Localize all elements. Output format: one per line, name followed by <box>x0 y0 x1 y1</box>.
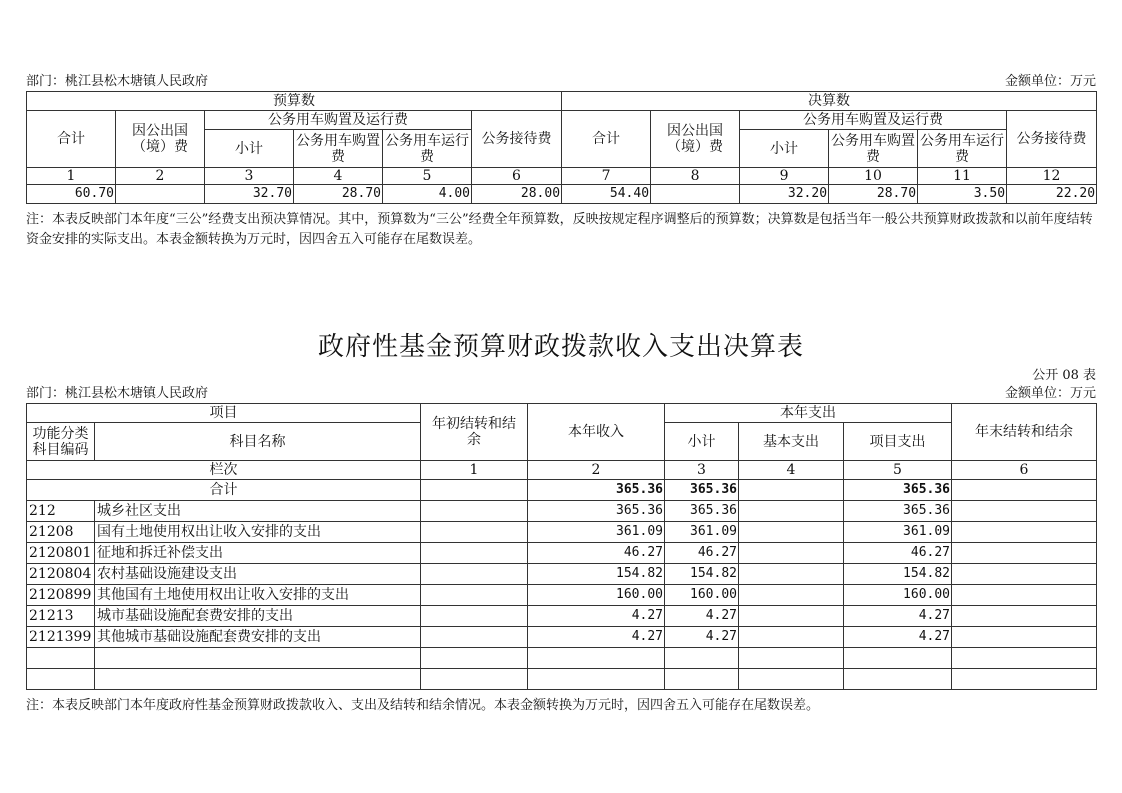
project-expenditure-cell: 4.27 <box>844 606 952 627</box>
begin-balance-cell <box>421 606 528 627</box>
table-row <box>27 585 1097 606</box>
func-code-cell: 21208 <box>27 522 95 543</box>
func-code-cell: 2121399 <box>27 627 95 648</box>
func-code-cell: 21213 <box>27 606 95 627</box>
table2-note: 注：本表反映部门本年度政府性基金预算财政拨款收入、支出及结转和结余情况。本表金额转换为万元时，因四舍五入可能存在尾数误差。 <box>26 698 820 713</box>
subject-name-cell: 农村基础设施建设支出 <box>95 564 421 585</box>
project-expenditure-cell: 160.00 <box>844 585 952 606</box>
column-number: 2 <box>116 168 205 185</box>
project-expenditure-cell <box>844 669 952 690</box>
column-number: 3 <box>205 168 294 185</box>
subject-name-cell: 城乡社区支出 <box>95 501 421 522</box>
header-column-label: 栏次 <box>27 461 421 480</box>
table2-unit: 金额单位：万元 <box>1004 386 1096 401</box>
column-number: 5 <box>844 461 952 480</box>
column-number: 6 <box>952 461 1097 480</box>
header-abroad: 因公出国（境）费 <box>116 111 205 168</box>
expenditure-subtotal-cell: 4.27 <box>665 606 739 627</box>
budget-vehicle-purchase-value: 28.70 <box>294 185 383 204</box>
income-cell: 4.27 <box>528 627 665 648</box>
header-item: 项目 <box>27 404 421 423</box>
header-subject-name: 科目名称 <box>95 423 421 461</box>
func-code-cell: 2120801 <box>27 543 95 564</box>
column-number: 6 <box>472 168 562 185</box>
table1-note: 注：本表反映部门本年度“三公”经费支出预决算情况。其中，预算数为“三公”经费全年预算数，反映按规定程序调整后的预算数；决算数是包括当年一般公共预算财政拨款和以前年度结转资金安排的实际支出。本表金额转换为万元时，因四舍五入可能存在尾数误差。 <box>26 212 1093 247</box>
table1-department: 部门：桃江县松木塘镇人民政府 <box>26 74 209 89</box>
income-cell: 154.82 <box>528 564 665 585</box>
expenditure-subtotal-cell <box>665 648 739 669</box>
expenditure-subtotal-cell: 160.00 <box>665 585 739 606</box>
basic-expenditure-cell <box>739 543 844 564</box>
end-balance-cell <box>952 669 1097 690</box>
end-balance-cell <box>952 522 1097 543</box>
project-expenditure-cell: 365.36 <box>844 501 952 522</box>
subject-name-cell: 其他国有土地使用权出让收入安排的支出 <box>95 585 421 606</box>
header-income: 本年收入 <box>528 404 665 461</box>
func-code-cell <box>27 648 95 669</box>
func-code-cell <box>27 669 95 690</box>
header-begin-balance: 年初结转和结余 <box>421 404 528 461</box>
header-vehicle-purchase: 公务用车购置费 <box>829 130 918 168</box>
subject-name-cell: 其他城市基础设施配套费安排的支出 <box>95 627 421 648</box>
basic-expenditure-cell <box>739 606 844 627</box>
table-row <box>27 606 1097 627</box>
basic-expenditure-cell <box>739 564 844 585</box>
begin-balance-cell <box>421 585 528 606</box>
income-cell: 160.00 <box>528 585 665 606</box>
header-subtotal: 小计 <box>740 130 829 168</box>
basic-expenditure-cell <box>739 501 844 522</box>
begin-balance-cell <box>421 501 528 522</box>
column-number: 5 <box>383 168 472 185</box>
end-balance-cell <box>952 606 1097 627</box>
project-expenditure-cell: 361.09 <box>844 522 952 543</box>
begin-balance-cell <box>421 669 528 690</box>
begin-balance-cell <box>421 522 528 543</box>
table-row <box>27 669 1097 690</box>
income-cell <box>528 648 665 669</box>
basic-expenditure-cell <box>739 522 844 543</box>
budget-vehicle-subtotal-value: 32.70 <box>205 185 294 204</box>
basic-expenditure-cell <box>739 648 844 669</box>
project-expenditure-cell: 46.27 <box>844 543 952 564</box>
header-total: 合计 <box>27 111 116 168</box>
header-abroad: 因公出国（境）费 <box>651 111 740 168</box>
final-vehicle-subtotal-value: 32.20 <box>740 185 829 204</box>
expenditure-subtotal-cell: 365.36 <box>665 501 739 522</box>
header-vehicle-purchase: 公务用车购置费 <box>294 130 383 168</box>
begin-balance-cell <box>421 564 528 585</box>
header-total: 合计 <box>562 111 651 168</box>
project-expenditure-cell <box>844 648 952 669</box>
func-code-cell: 2120899 <box>27 585 95 606</box>
total-row <box>27 480 1097 501</box>
table-row <box>27 501 1097 522</box>
table-row <box>27 648 1097 669</box>
end-balance-cell <box>952 543 1097 564</box>
subject-name-cell: 征地和拆迁补偿支出 <box>95 543 421 564</box>
table2-department: 部门：桃江县松木塘镇人民政府 <box>26 386 209 401</box>
income-cell: 361.09 <box>528 522 665 543</box>
table1-unit: 金额单位：万元 <box>1004 74 1096 89</box>
column-number-row <box>27 168 1097 185</box>
expenditure-subtotal-cell: 154.82 <box>665 564 739 585</box>
begin-balance-cell <box>421 627 528 648</box>
header-vehicle-operation: 公务用车运行费 <box>918 130 1007 168</box>
final-header: 决算数 <box>562 92 1097 111</box>
total-project: 365.36 <box>844 480 952 501</box>
func-code-cell: 2120804 <box>27 564 95 585</box>
budget-abroad-value <box>116 185 205 204</box>
column-number: 3 <box>665 461 739 480</box>
table-row <box>27 185 1097 204</box>
header-vehicle-group: 公务用车购置及运行费 <box>740 111 1007 130</box>
basic-expenditure-cell <box>739 669 844 690</box>
subject-name-cell: 国有土地使用权出让收入安排的支出 <box>95 522 421 543</box>
table-row <box>27 543 1097 564</box>
header-reception: 公务接待费 <box>1007 111 1097 168</box>
begin-balance-cell <box>421 648 528 669</box>
total-basic <box>739 480 844 501</box>
project-expenditure-cell: 4.27 <box>844 627 952 648</box>
column-number-row <box>27 461 1097 480</box>
final-vehicle-operation-value: 3.50 <box>918 185 1007 204</box>
column-number: 1 <box>27 168 116 185</box>
expenditure-subtotal-cell <box>665 669 739 690</box>
column-number: 4 <box>294 168 383 185</box>
table-row <box>27 564 1097 585</box>
total-income: 365.36 <box>528 480 665 501</box>
subject-name-cell: 城市基础设施配套费安排的支出 <box>95 606 421 627</box>
final-reception-value: 22.20 <box>1007 185 1097 204</box>
column-number: 9 <box>740 168 829 185</box>
header-vehicle-group: 公务用车购置及运行费 <box>205 111 472 130</box>
table-row <box>27 522 1097 543</box>
header-reception: 公务接待费 <box>472 111 562 168</box>
total-subtotal: 365.36 <box>665 480 739 501</box>
column-number: 1 <box>421 461 528 480</box>
header-func-code: 功能分类科目编码 <box>27 423 95 461</box>
header-project: 项目支出 <box>844 423 952 461</box>
header-vehicle-operation: 公务用车运行费 <box>383 130 472 168</box>
expenditure-subtotal-cell: 46.27 <box>665 543 739 564</box>
column-number: 7 <box>562 168 651 185</box>
basic-expenditure-cell <box>739 585 844 606</box>
final-abroad-value <box>651 185 740 204</box>
expenditure-subtotal-cell: 4.27 <box>665 627 739 648</box>
income-cell: 46.27 <box>528 543 665 564</box>
header-subtotal: 小计 <box>205 130 294 168</box>
header-expenditure: 本年支出 <box>665 404 952 423</box>
end-balance-cell <box>952 564 1097 585</box>
budget-vehicle-operation-value: 4.00 <box>383 185 472 204</box>
func-code-cell: 212 <box>27 501 95 522</box>
income-cell <box>528 669 665 690</box>
column-number: 10 <box>829 168 918 185</box>
header-end-balance: 年末结转和结余 <box>952 404 1097 461</box>
table-row <box>27 627 1097 648</box>
column-number: 11 <box>918 168 1007 185</box>
end-balance-cell <box>952 648 1097 669</box>
project-expenditure-cell: 154.82 <box>844 564 952 585</box>
total-label: 合计 <box>27 480 421 501</box>
total-end <box>952 480 1097 501</box>
header-subtotal: 小计 <box>665 423 739 461</box>
subject-name-cell <box>95 669 421 690</box>
budget-reception-value: 28.00 <box>472 185 562 204</box>
column-number: 12 <box>1007 168 1097 185</box>
income-cell: 4.27 <box>528 606 665 627</box>
subject-name-cell <box>95 648 421 669</box>
budget-header: 预算数 <box>27 92 562 111</box>
three-public-expense-table <box>26 91 1097 204</box>
income-cell: 365.36 <box>528 501 665 522</box>
column-number: 4 <box>739 461 844 480</box>
expenditure-subtotal-cell: 361.09 <box>665 522 739 543</box>
form-number: 公开 08 表 <box>1032 368 1096 383</box>
fund-rows <box>27 501 1097 690</box>
column-number: 2 <box>528 461 665 480</box>
begin-balance-cell <box>421 543 528 564</box>
end-balance-cell <box>952 585 1097 606</box>
basic-expenditure-cell <box>739 627 844 648</box>
end-balance-cell <box>952 501 1097 522</box>
end-balance-cell <box>952 627 1097 648</box>
page-title: 政府性基金预算财政拨款收入支出决算表 <box>317 332 804 362</box>
final-total-value: 54.40 <box>562 185 651 204</box>
total-begin <box>421 480 528 501</box>
final-vehicle-purchase-value: 28.70 <box>829 185 918 204</box>
government-fund-table <box>26 403 1097 690</box>
header-basic: 基本支出 <box>739 423 844 461</box>
budget-total-value: 60.70 <box>27 185 116 204</box>
column-number: 8 <box>651 168 740 185</box>
